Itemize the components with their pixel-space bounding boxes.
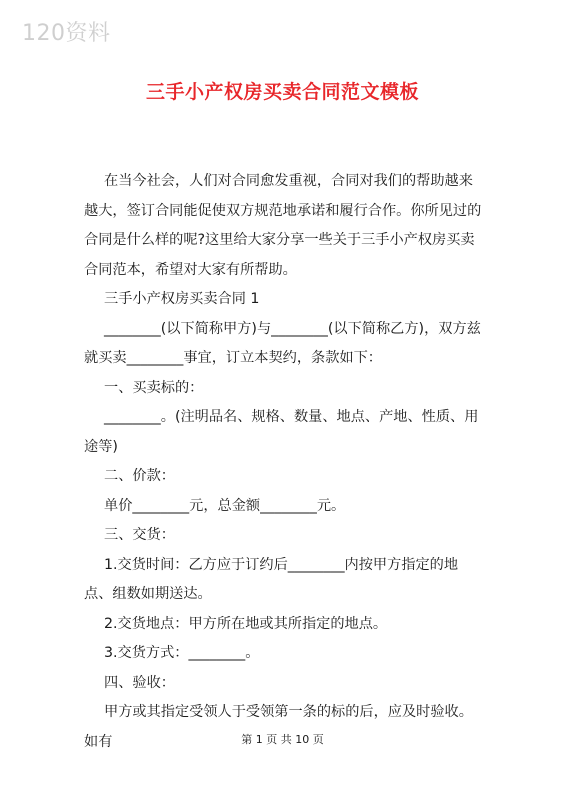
page-footer: 第 1 页 共 10 页 — [241, 733, 324, 746]
document-body — [84, 167, 486, 757]
section-1-title: 一、买卖标的： — [104, 379, 204, 396]
section-2-title: 二、价款： — [104, 468, 175, 484]
intro-paragraph: 在当今社会，人们对合同愈发重视，合同对我们的帮助越来越大，签订合同能促使双方规范地承诺和履行合作。你所见过的合同是什么样的呢?这里给大家分享一些关于三手小产权房买卖合同范本，希望对大家有所帮助。 — [84, 173, 482, 278]
section-2-body: 单价________元，总金额________元。 — [104, 497, 346, 514]
section-3-item-1: 1.交货时间：乙方应于订约后________内按甲方指定的地点、组数如期送达。 — [84, 556, 459, 602]
document-title: 三手小产权房买卖合同范文模板 — [145, 81, 419, 103]
watermark: 120资料 — [22, 21, 111, 46]
section-3-title: 三、交货： — [104, 527, 175, 543]
section-1-body: ________。(注明品名、规格、数量、地点、产地、性质、用途等) — [84, 409, 479, 455]
parties-paragraph: ________(以下简称甲方)与________(以下简称乙方)，双方兹就买卖________事宜，订立本契约，条款如下： — [84, 320, 481, 366]
section-4-body: 甲方或其指定受领人于受领第一条的标的后，应及时验收。如有 — [84, 704, 473, 750]
section-3-item-2: 2.交货地点：甲方所在地或其所指定的地点。 — [104, 615, 388, 632]
section-3-item-3: 3.交货方式：________。 — [104, 645, 260, 661]
contract-heading: 三手小产权房买卖合同 1 — [104, 291, 260, 307]
section-4-title: 四、验收： — [104, 674, 175, 691]
